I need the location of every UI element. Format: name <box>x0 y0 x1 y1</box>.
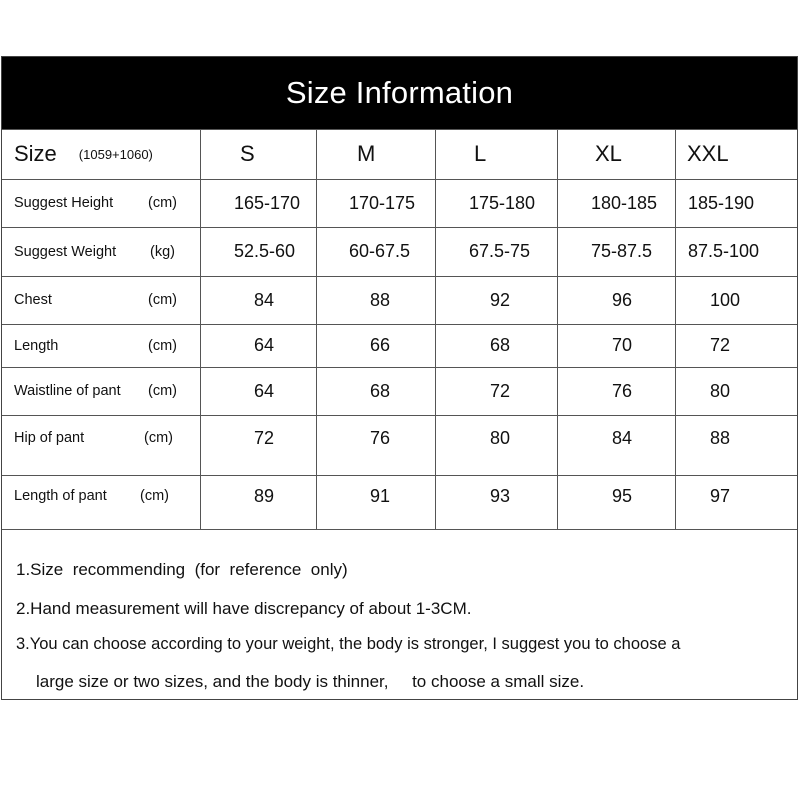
size-l-header: L <box>474 141 487 166</box>
size-xxl-header: XXL <box>687 141 729 166</box>
value-cell: 70 <box>612 335 633 355</box>
value-cell: 68 <box>490 335 511 355</box>
value-cell: 95 <box>612 485 633 506</box>
value-cell: 80 <box>490 427 511 448</box>
value-cell: 91 <box>370 485 391 506</box>
value-cell: 80 <box>710 380 731 401</box>
value-cell: 89 <box>254 485 275 506</box>
value-cell: 88 <box>710 427 731 448</box>
note-3: 3.You can choose according to your weight, the body is stronger, I suggest you to choose a <box>16 635 681 653</box>
row-label: Waistline of pant (cm) <box>14 383 177 399</box>
value-cell: 170-175 <box>349 192 416 213</box>
col-divider <box>200 129 201 529</box>
value-cell: 66 <box>370 335 391 355</box>
value-cell: 92 <box>490 289 511 310</box>
row-label: Hip of pant (cm) <box>14 430 173 446</box>
value-cell: 67.5-75 <box>469 241 531 261</box>
title-banner <box>2 57 797 129</box>
value-cell: 100 <box>710 289 741 310</box>
value-cell: 60-67.5 <box>349 241 411 261</box>
value-cell: 87.5-100 <box>688 241 760 261</box>
value-cell: 68 <box>370 380 391 401</box>
size-chart <box>1 56 798 700</box>
value-cell: 72 <box>710 335 731 355</box>
col-divider <box>675 129 676 529</box>
value-cell: 185-190 <box>688 192 755 213</box>
size-code: (1059+1060) <box>78 146 153 162</box>
value-cell: 97 <box>710 485 731 506</box>
col-divider <box>316 129 317 529</box>
col-divider <box>435 129 436 529</box>
value-cell: 165-170 <box>234 192 301 213</box>
row-label: Length (cm) <box>14 337 177 354</box>
note-3-continued: large size or two sizes, and the body is thinner, to choose a small size. <box>36 672 585 691</box>
value-cell: 72 <box>490 380 511 401</box>
value-cell: 64 <box>254 335 275 355</box>
value-cell: 64 <box>254 380 275 401</box>
value-cell: 84 <box>254 289 275 310</box>
row-label: Length of pant (cm) <box>14 488 169 504</box>
row-label: Suggest Height (cm) <box>14 195 177 211</box>
value-cell: 52.5-60 <box>234 241 296 261</box>
chart-title: Size Information <box>285 75 514 110</box>
note-2: 2.Hand measurement will have discrepancy of about 1-3CM. <box>16 599 472 618</box>
value-cell: 96 <box>612 289 633 310</box>
value-cell: 84 <box>612 427 633 448</box>
size-header <box>14 129 153 179</box>
note-1: 1.Size recommending (for reference only) <box>16 560 348 579</box>
value-cell: 88 <box>370 289 391 310</box>
row-label: Suggest Weight (kg) <box>14 243 175 260</box>
size-label: Size <box>14 141 57 166</box>
value-cell: 72 <box>254 427 275 448</box>
row-label: Chest (cm) <box>14 292 177 308</box>
size-s-header: S <box>240 141 255 166</box>
row-divider <box>2 529 797 530</box>
value-cell: 76 <box>370 427 391 448</box>
value-cell: 76 <box>612 380 633 401</box>
col-divider <box>557 129 558 529</box>
value-cell: 175-180 <box>469 192 536 213</box>
value-cell: 75-87.5 <box>591 241 653 261</box>
value-cell: 180-185 <box>591 192 658 213</box>
size-xl-header: XL <box>595 141 622 166</box>
value-cell: 93 <box>490 485 511 506</box>
size-m-header: M <box>357 141 376 166</box>
